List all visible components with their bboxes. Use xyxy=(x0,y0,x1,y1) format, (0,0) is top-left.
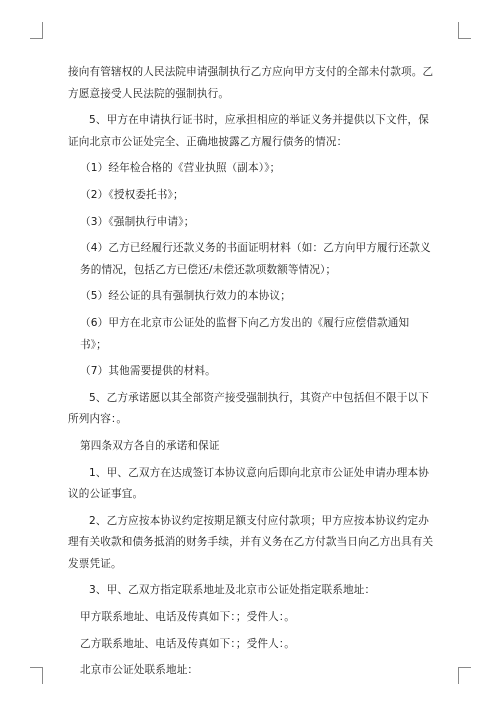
crop-mark-bottom-right xyxy=(458,667,471,684)
paragraph-article-4-item-2: 2、乙方应按本协议约定按期足额支付应付款项；甲方应按本协议约定办理有关收款和债务抵消的财务手续，并有义务在乙方付款当日向乙方出具有关发票凭证。 xyxy=(68,514,434,570)
list-item-4: （4）乙方已经履行还款义务的书面证明材料（如：乙方向甲方履行还款义务的情况，包括乙方已偿还/未偿还款项数额等情况）； xyxy=(80,242,431,276)
section-heading-article-4: 第四条双方各自的承诺和保证 xyxy=(80,439,220,452)
list-item-3: （3）《强制执行申请》； xyxy=(80,215,195,228)
list-item-6: （6）甲方在北京市公证处的监督下向乙方发出的《履行应偿借款通知书》； xyxy=(80,316,410,351)
paragraph-clause-5-documents: 5、甲方在申请执行证书时，应承担相应的举证义务并提供以下文件，保证向北京市公证处完全、正确地披露乙方履行债务的情况： xyxy=(68,114,429,148)
list-item-7: （7）其他需要提供的材料。 xyxy=(80,365,216,378)
list-item-2: （2）《授权委托书》； xyxy=(80,188,184,201)
contact-party-a: 甲方联系地址、电话及传真如下：；受件人：。 xyxy=(80,611,296,624)
crop-mark-top-right xyxy=(458,22,471,39)
crop-mark-bottom-left xyxy=(30,667,43,684)
paragraph-enforcement-continued: 接向有管辖权的人民法院申请强制执行乙方应向甲方支付的全部未付款项。乙方愿意接受人民法院的强制执行。 xyxy=(68,66,434,100)
list-item-1: （1）经年检合格的《营业执照（副本）》； xyxy=(80,162,281,175)
crop-mark-top-left xyxy=(30,22,43,39)
list-item-5: （5）经公证的具有强制执行效力的本协议； xyxy=(80,290,292,303)
paragraph-clause-5-assets: 5、乙方承诺愿以其全部资产接受强制执行，其资产中包括但不限于以下所列内容：。 xyxy=(68,391,429,426)
paragraph-article-4-item-3: 3、甲、乙双方指定联系地址及北京市公证处指定联系地址： xyxy=(89,584,376,597)
document-body xyxy=(68,62,434,687)
paragraph-article-4-item-1: 1、甲、乙双方在达成签订本协议意向后即向北京市公证处申请办理本协议的公证事宜。 xyxy=(68,466,429,501)
contact-party-b: 乙方联系地址、电话及传真如下：；受件人：。 xyxy=(80,637,296,650)
contact-notary-office: 北京市公证处联系地址： xyxy=(80,664,199,677)
